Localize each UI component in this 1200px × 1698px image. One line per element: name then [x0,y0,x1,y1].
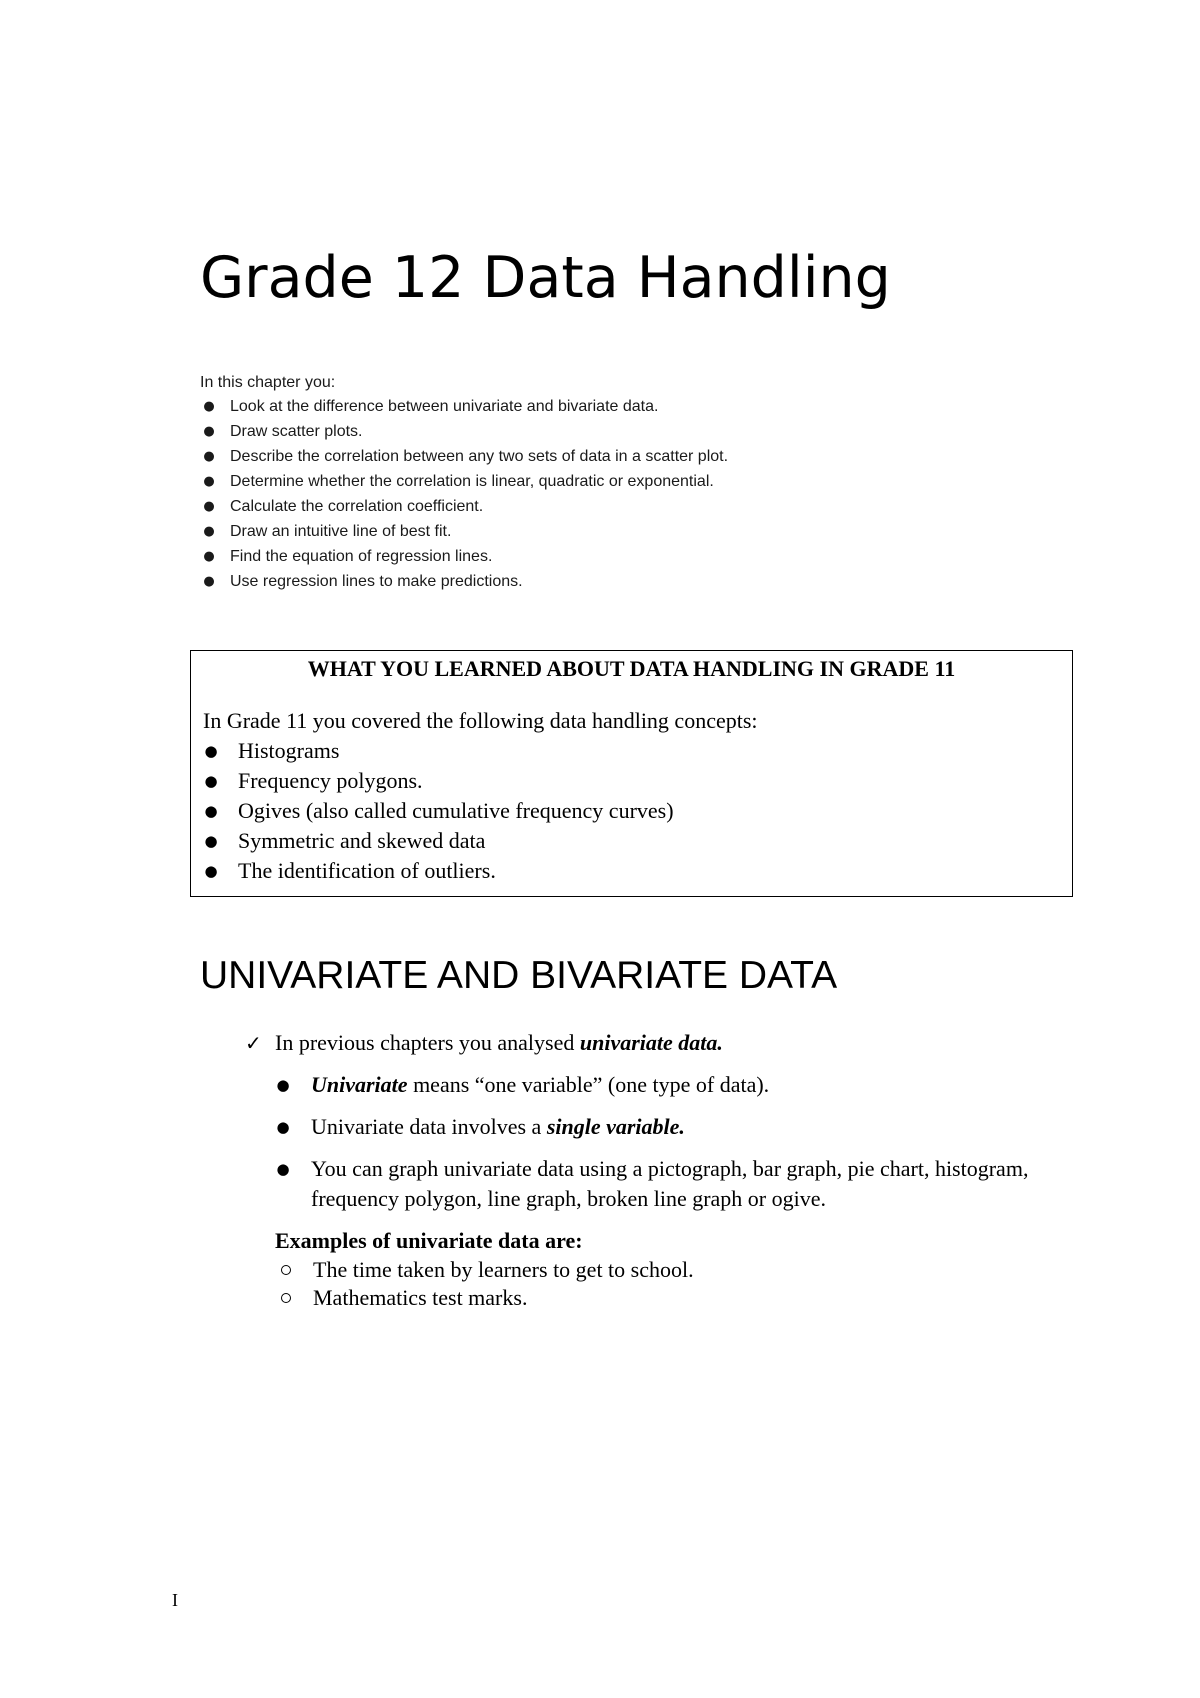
bullet-icon: ● [203,399,215,414]
bullet-icon: ● [204,862,218,880]
list-item-text: Describe the correlation between any two sets of data in a scatter plot. [230,448,729,465]
list-item [275,1070,1085,1100]
list-item [200,519,1100,544]
list-item [200,494,1100,519]
list-item-text: Ogives (also called cumulative frequency curves) [238,798,674,823]
bullet-icon: ● [276,1160,290,1178]
chapter-objectives [200,372,1100,594]
list-item-text: Determine whether the correlation is linear, quadratic or exponential. [230,473,714,490]
list-item-text: Use regression lines to make predictions. [230,573,523,590]
list-item [275,1256,1085,1284]
list-item-text: Draw an intuitive line of best fit. [230,523,452,540]
list-item [203,856,1072,886]
bullet-icon: ● [204,832,218,850]
list-item-text: Symmetric and skewed data [238,828,486,853]
list-item-text: Find the equation of regression lines. [230,548,493,565]
recap-box-title: WHAT YOU LEARNED ABOUT DATA HANDLING IN GRADE 11 [307,656,956,681]
circle-bullet-icon [281,1293,291,1303]
list-item [203,826,1072,856]
point-text: means “one variable” (one type of data). [407,1072,770,1097]
section-heading: UNIVARIATE AND BIVARIATE DATA [200,954,838,997]
list-item-text: Histograms [238,738,340,763]
list-item-text: Calculate the correlation coefficient. [230,498,484,515]
univariate-points-list [275,1070,1085,1214]
point-emphasis: single variable. [546,1114,685,1139]
recap-list [203,736,1072,886]
list-item-text: Draw scatter plots. [230,423,363,440]
checkmark-icon: ✓ [245,1031,262,1055]
list-item-text: Frequency polygons. [238,768,423,793]
list-item-text: Look at the difference between univariate and bivariate data. [230,398,659,415]
point-text: Univariate data involves a [311,1114,547,1139]
recap-box-intro: In Grade 11 you covered the following data handling concepts: [203,708,758,733]
point-text: You can graph univariate data using a pictograph, bar graph, pie chart, histogram, frequency polygon, line graph, broken line graph or ogive. [311,1156,1029,1211]
point-emphasis: Univariate [311,1072,408,1097]
list-item-text: Mathematics test marks. [313,1285,528,1310]
bullet-icon: ● [203,549,215,564]
bullet-icon: ● [204,742,218,760]
list-item-text: The time taken by learners to get to school. [313,1257,694,1282]
list-item [275,1154,1085,1214]
bullet-icon: ● [276,1118,290,1136]
bullet-icon: ● [203,524,215,539]
bullet-icon: ● [276,1076,290,1094]
objectives-list [200,394,1100,594]
examples-heading: Examples of univariate data are: [275,1228,583,1253]
list-item [203,796,1072,826]
bullet-icon: ● [204,772,218,790]
note-emphasis: univariate data. [579,1030,723,1055]
list-item [275,1112,1085,1142]
list-item [200,394,1100,419]
page-title: Grade 12 Data Handling [200,245,891,311]
list-item [200,544,1100,569]
previous-chapters-note [245,1028,1085,1058]
list-item [203,736,1072,766]
bullet-icon: ● [204,802,218,820]
bullet-icon: ● [203,474,215,489]
list-item [275,1284,1085,1312]
page-number: I [172,1590,178,1610]
note-text: In previous chapters you analysed [275,1030,580,1055]
objectives-heading: In this chapter you: [200,374,336,391]
bullet-icon: ● [203,499,215,514]
bullet-icon: ● [203,424,215,439]
list-item [200,444,1100,469]
list-item [200,569,1100,594]
circle-bullet-icon [281,1265,291,1275]
section-body [245,1028,1085,1312]
list-item-text: The identification of outliers. [238,858,496,883]
grade-11-recap-box [190,650,1073,897]
examples-list [275,1256,1085,1312]
list-item [200,469,1100,494]
bullet-icon: ● [203,574,215,589]
list-item [203,766,1072,796]
bullet-icon: ● [203,449,215,464]
list-item [200,419,1100,444]
